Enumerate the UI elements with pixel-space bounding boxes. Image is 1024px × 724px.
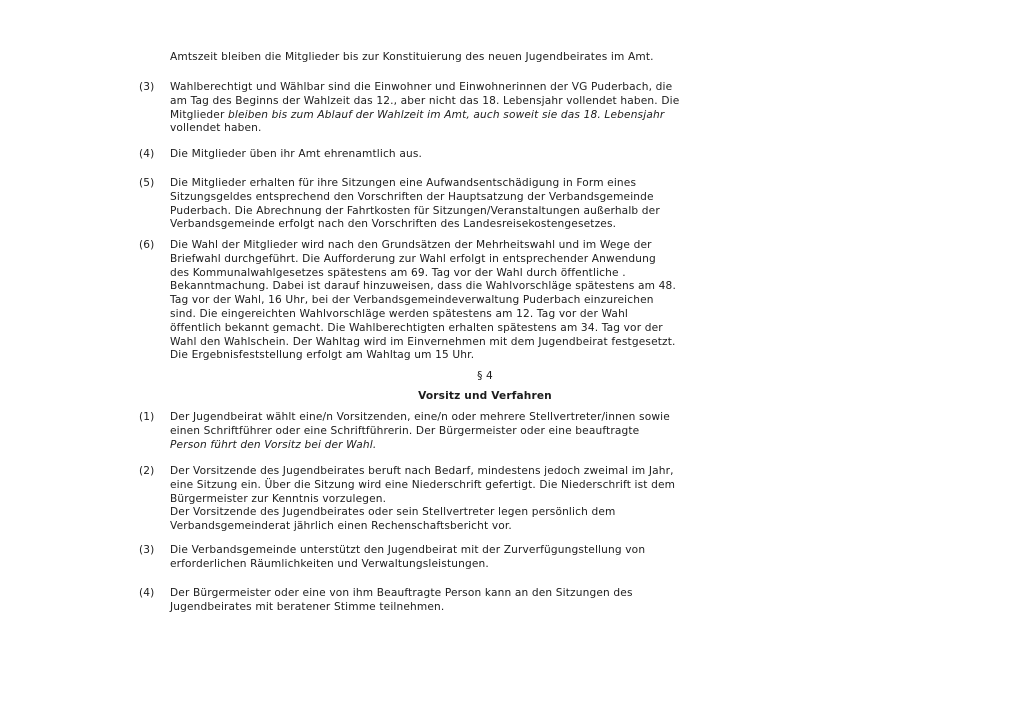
text-line: Wahlberechtigt und Wählbar sind die Einwohner und Einwohnerinnen der VG Puderbach, die (170, 81, 673, 93)
text-line: Die Mitglieder erhalten für ihre Sitzungen eine Aufwandsentschädigung in Form eines (170, 177, 637, 189)
text-line: des Kommunalwahlgesetzes spätestens am 69. Tag vor der Wahl durch öffentliche . (170, 266, 626, 279)
text-line: Amtszeit bleiben die Mitglieder bis zur Konstituierung des neuen Jugendbeirates im Amt. (170, 51, 654, 63)
text-line: Der Vorsitzende des Jugendbeirates oder sein Stellvertreter legen persönlich dem (170, 506, 616, 519)
section-number: § 4 (477, 370, 493, 382)
text-line: Verbandsgemeinde erfolgt nach den Vorschriften des Landesreisekostengesetzes. (170, 218, 617, 231)
paragraph-number: (5) (139, 177, 155, 189)
text-line: Sitzungsgeldes entsprechend den Vorschriften der Hauptsatzung der Verbandsgemeinde (170, 190, 654, 203)
paragraph-number: (4) (139, 148, 155, 160)
text-line: erforderlichen Räumlichkeiten und Verwaltungsleistungen. (170, 557, 489, 570)
paragraph-body (170, 81, 900, 136)
text-line: Verbandsgemeinderat jährlich einen Rechenschaftsbericht vor. (170, 520, 512, 533)
text-line: vollendet haben. (170, 122, 262, 135)
text-line: Puderbach. Die Abrechnung der Fahrtkosten für Sitzungen/Veranstaltungen außerhalb der (170, 204, 660, 217)
text-line: Briefwahl durchgeführt. Die Aufforderung zur Wahl erfolgt in entsprechender Anwendung (170, 252, 656, 265)
text-line: Jugendbeirates mit beratener Stimme teilnehmen. (170, 600, 445, 613)
text-line: einen Schriftführer oder eine Schriftführerin. Der Bürgermeister oder eine beauftragte (170, 424, 640, 437)
text-line: Die Wahl der Mitglieder wird nach den Grundsätzen der Mehrheitswahl und im Wege der (170, 239, 652, 251)
text-line: am Tag des Beginns der Wahlzeit das 12., aber nicht das 18. Lebensjahr vollendet haben. Die (170, 94, 680, 107)
paragraph-number: (6) (139, 239, 155, 251)
text-line: Die Ergebnisfeststellung erfolgt am Wahltag um 15 Uhr. (170, 349, 475, 362)
paragraph-number: (2) (139, 465, 155, 477)
text-line: sind. Die eingereichten Wahlvorschläge werden spätestens am 12. Tag vor der Wahl (170, 307, 629, 320)
paragraph-number: (3) (139, 544, 155, 556)
text-line: Die Mitglieder üben ihr Amt ehrenamtlich aus. (170, 148, 423, 160)
paragraph-body (170, 148, 900, 162)
paragraph-body (170, 587, 900, 615)
text-italic: bleiben bis zum Ablauf der Wahlzeit im Amt, auch soweit sie das 18. Lebensjahr (227, 108, 665, 121)
text-line: Die Verbandsgemeinde unterstützt den Jugendbeirat mit der Zurverfügungstellung von (170, 544, 646, 556)
paragraph-number: (1) (139, 411, 155, 423)
text-line: Der Bürgermeister oder eine von ihm Beauftragte Person kann an den Sitzungen des (170, 587, 633, 599)
paragraph-body (170, 411, 900, 452)
text-line: eine Sitzung ein. Über die Sitzung wird eine Niederschrift gefertigt. Die Niederschrift ist dem (170, 478, 676, 491)
text-line: Der Vorsitzende des Jugendbeirates beruft nach Bedarf, mindestens jedoch zweimal im Jahr, (170, 465, 674, 477)
paragraph-number: (3) (139, 81, 155, 93)
text-line: Tag vor der Wahl, 16 Uhr, bei der Verbandsgemeindeverwaltung Puderbach einzureichen (170, 294, 654, 307)
text-line (170, 109, 900, 123)
text-line: öffentlich bekannt gemacht. Die Wahlberechtigten erhalten spätestens am 34. Tag vor der (170, 321, 663, 334)
text-line: Bürgermeister zur Kenntnis vorzulegen. (170, 492, 387, 505)
paragraph-body (170, 465, 900, 534)
paragraph-body (170, 239, 900, 363)
text-line: Bekanntmachung. Dabei ist darauf hinzuweisen, dass die Wahlvorschläge spätestens am 48. (170, 280, 676, 293)
continuation-paragraph (170, 51, 890, 65)
paragraph-body (170, 177, 900, 232)
text-line: Wahl den Wahlschein. Der Wahltag wird im Einvernehmen mit dem Jugendbeirat festgesetzt. (170, 335, 676, 348)
paragraph-number: (4) (139, 587, 155, 599)
text-normal: Mitglieder (170, 108, 228, 121)
paragraph-body (170, 544, 900, 572)
section-title: Vorsitz und Verfahren (418, 390, 552, 402)
text-line-italic: Person führt den Vorsitz bei der Wahl. (170, 438, 377, 451)
text-line: Der Jugendbeirat wählt eine/n Vorsitzenden, eine/n oder mehrere Stellvertreter/innen sowie (170, 411, 670, 423)
